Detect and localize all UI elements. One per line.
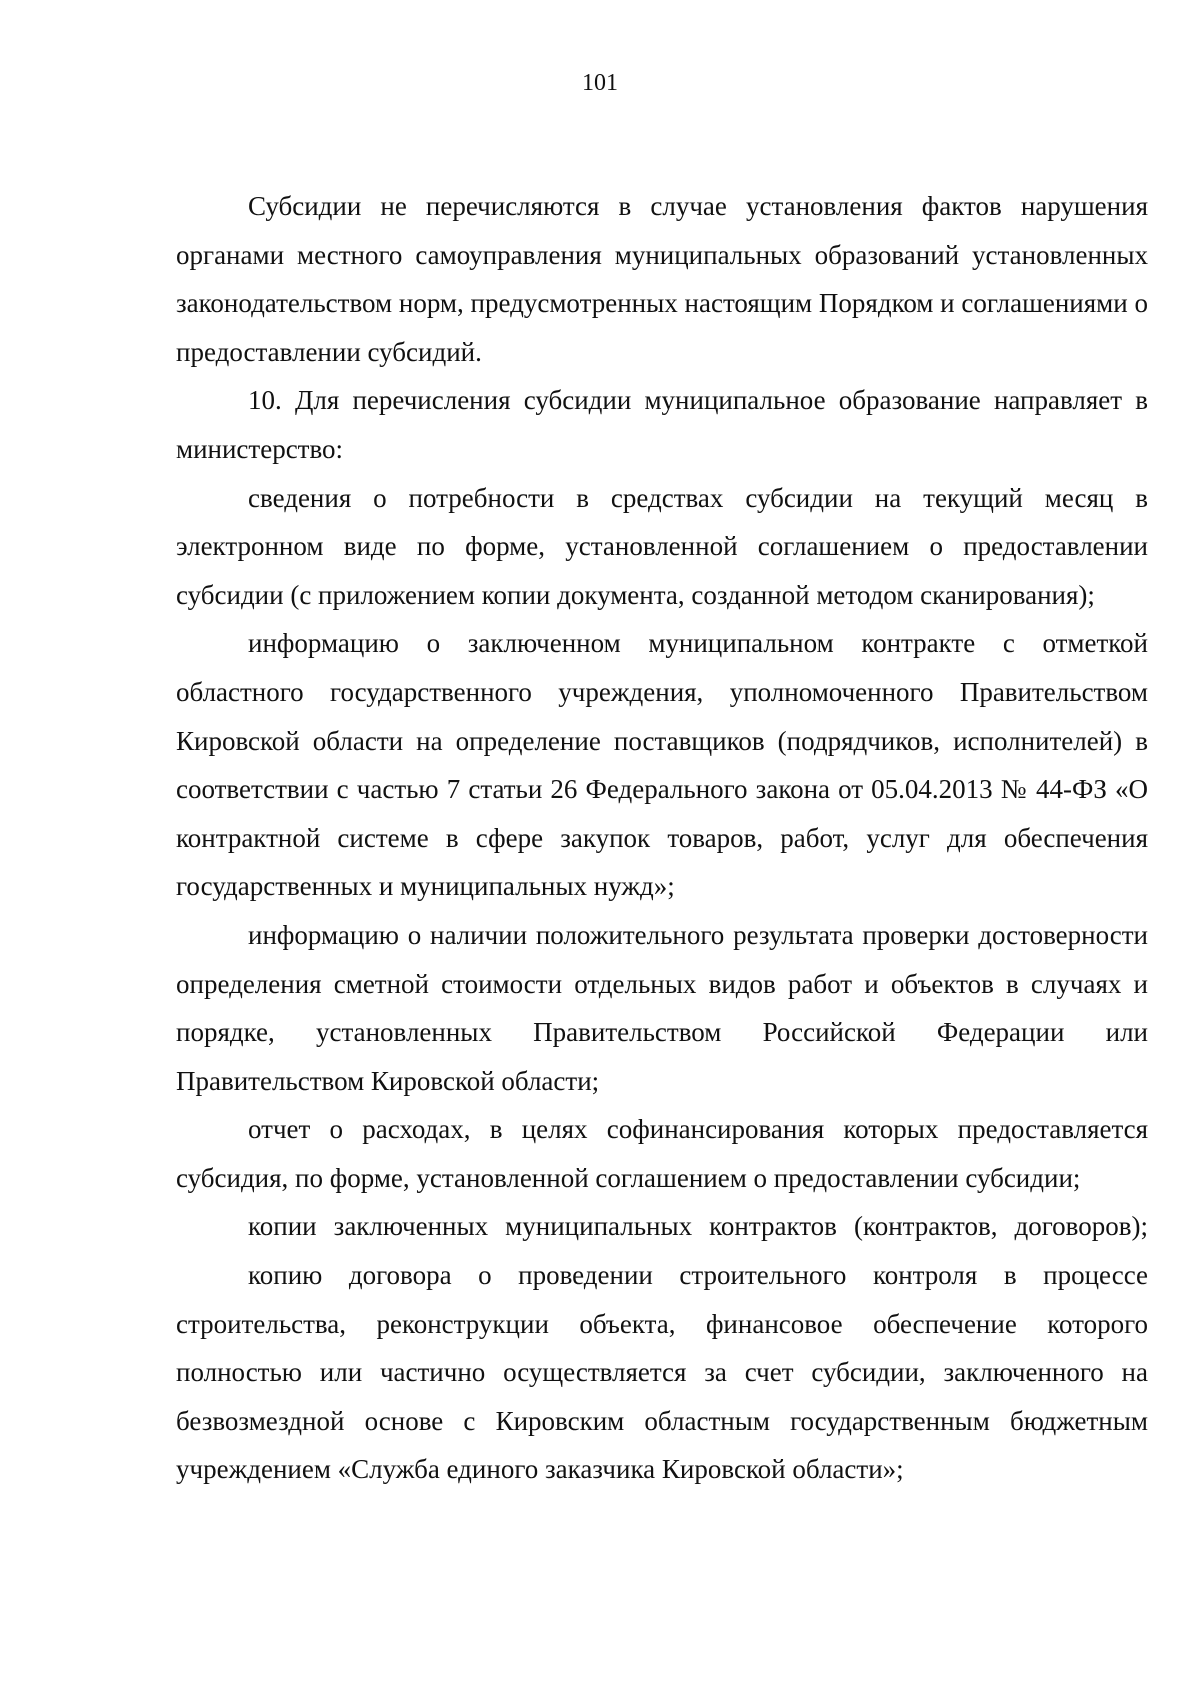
paragraph-municipal-contract-info: информацию о заключенном муниципальном контракте с отметкой областного государственного учреждения, уполномоченного Правительством Кировской области на определение поставщиков (подрядчиков, исполнителей) в соответствии с частью 7 статьи 26 Федерального закона от 05.04.2013 № 44-ФЗ «О контрактной системе в сфере закупок товаров, работ, услуг для обеспечения государственных и муниципальных нужд»; [176, 628, 1148, 902]
paragraph-item-10: 10. Для перечисления субсидии муниципальное образование направляет в министерство: [176, 385, 1148, 464]
page-number: 101 [582, 70, 618, 96]
paragraph-subsidies-not-transferred: Субсидии не перечисляются в случае установления фактов нарушения органами местного самоуправления муниципальных образований установленных законодательством норм, предусмотренных настоящим Порядком и соглашениями о предоставлении субсидий. [176, 191, 1148, 367]
paragraph-contract-copies: копии заключенных муниципальных контрактов (контрактов, договоров); [248, 1211, 1148, 1242]
paragraph-estimate-verification-info: информацию о наличии положительного результата проверки достоверности определения сметной стоимости отдельных видов работ и объектов в случаях и порядке, установленных Правительством Российской Федерации или Правительством Кировской области; [176, 919, 1148, 1096]
paragraph-construction-control-contract: копию договора о проведении строительного контроля в процессе строительства, реконструкции объекта, финансовое обеспечение которого полностью или частично осуществляется за счет субсидии, заключенного на безвозмездной основе с Кировским областным государственным бюджетным учреждением «Служба единого заказчика Кировской области»; [176, 1260, 1148, 1485]
paragraph-subsidy-needs-info: сведения о потребности в средствах субсидии на текущий месяц в электронном виде по форме, установленной соглашением о предоставлении субсидии (с приложением копии документа, созданной методом сканирования); [176, 482, 1148, 610]
document-body [176, 182, 1148, 1494]
paragraph-expense-report: отчет о расходах, в целях софинансирования которых предоставляется субсидия, по форме, установленной соглашением о предоставлении субсидии; [176, 1114, 1148, 1193]
